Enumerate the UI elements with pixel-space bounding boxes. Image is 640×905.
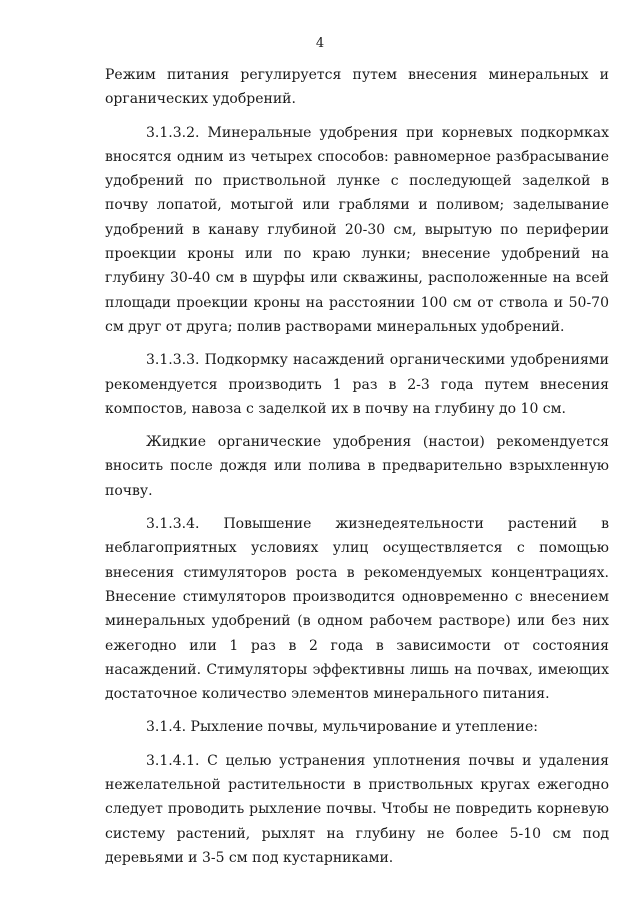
paragraph-feeding-regime: Режим питания регулируется путем внесения минеральных и органических удобрений. bbox=[105, 67, 609, 108]
paragraph-3-1-3-4: 3.1.3.4. Повышение жизнедеятельности растений в неблагоприятных условиях улиц осуществляется с помощью внесения стимуляторов роста в рекомендуемых концентрациях. Внесение стимуляторов производится одновременно с внесением минеральных удобрений (в одном рабочем растворе) или без них ежегодно или 1 раз в 2 года в зависимости от состояния насаждений. Стимуляторы эффективны лишь на почвах, имеющих достаточное количество элементов минерального питания. bbox=[105, 516, 609, 703]
paragraph-3-1-4-heading: 3.1.4. Рыхление почвы, мульчирование и утепление: bbox=[146, 719, 538, 736]
paragraph-liquid-fertilizers: Жидкие органические удобрения (настои) рекомендуется вносить после дождя или полива в предварительно взрыхленную почву. bbox=[105, 434, 609, 499]
document-body bbox=[105, 63, 609, 870]
paragraph-3-1-3-3: 3.1.3.3. Подкормку насаждений органическими удобрениями рекомендуется производить 1 раз в 2-3 года путем внесения компостов, навоза с заделкой их в почву на глубину до 10 см. bbox=[105, 352, 609, 417]
page-number: 4 bbox=[315, 36, 325, 51]
paragraph-3-1-4-1: 3.1.4.1. С целью устранения уплотнения почвы и удаления нежелательной растительности в приствольных кругах ежегодно следует проводить рыхление почвы. Чтобы не повредить корневую систему растений, рыхлят на глубину не более 5-10 см под деревьями и 3-5 см под кустарниками. bbox=[105, 752, 609, 866]
paragraph-3-1-3-2: 3.1.3.2. Минеральные удобрения при корневых подкормках вносятся одним из четырех способов: равномерное разбрасывание удобрений по приствольной лунке с последующей заделкой в почву лопатой, мотыгой или граблями и поливом; заделывание удобрений в канаву глубиной 20-30 см, вырытую по периферии проекции кроны или по краю лунки; внесение удобрений на глубину 30-40 см в шурфы или скважины, расположенные на всей площади проекции кроны на расстоянии 100 см от ствола и 50-70 см друг от друга; полив растворами минеральных удобрений. bbox=[105, 124, 609, 335]
